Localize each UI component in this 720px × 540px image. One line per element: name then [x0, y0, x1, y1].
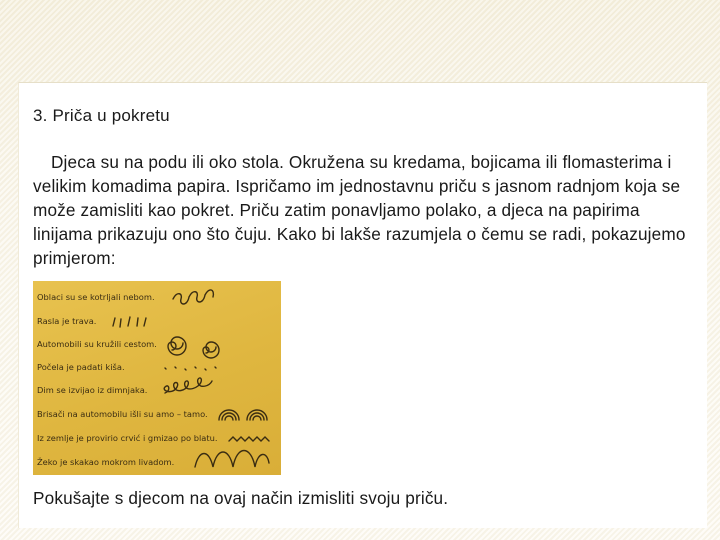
figure-line-wipers: Brisači na automobilu išli su amo – tamo.	[37, 409, 208, 419]
example-drawing-image	[33, 281, 281, 475]
rain-dots-icon	[165, 367, 216, 370]
figure-line-rain: Počela je padati kiša.	[37, 362, 125, 372]
spiral-icon	[168, 337, 186, 355]
spiral-icon	[203, 342, 219, 358]
figure-line-clouds: Oblaci su se kotrljali nebom.	[37, 292, 155, 302]
wiper-arch-icon	[247, 410, 267, 420]
smoke-loops-icon	[164, 378, 212, 393]
grass-ticks-icon	[113, 317, 146, 327]
slide-closing-text: Pokušajte s djecom na ovaj način izmisliti svoju priču.	[33, 488, 449, 508]
slide-paragraph: Djeca su na podu ili oko stola. Okružena su kredama, bojicama ili flomasterima i velikim komadima papira. Ispričamo im jednostavnu priču s jasnom radnjom koja se može zamisliti kao pokret. Priču zatim ponavljamo polako, a djeca na papirima linijama prikazuju ono što čuju. Kako bi lakše razumjela o čemu se radi, pokazujemo primjerom:	[33, 152, 686, 268]
wiper-arch-icon	[219, 410, 239, 420]
figure-line-smoke: Dim se izvijao iz dimnjaka.	[37, 385, 148, 395]
cloud-loops-icon	[173, 290, 213, 304]
figure-line-rabbit: Žeko je skakao mokrom livadom.	[37, 457, 175, 467]
worm-zigzag-icon	[229, 437, 269, 441]
figure-line-cars: Automobili su kružili cestom.	[37, 339, 157, 349]
rabbit-hops-icon	[195, 451, 269, 468]
figure-scribbles	[33, 281, 281, 475]
figure-line-worm: Iz zemlje je provirio crvić i gmizao po blatu.	[37, 433, 218, 443]
slide-title: 3. Priča u pokretu	[33, 106, 170, 125]
figure-line-grass: Rasla je trava.	[37, 316, 97, 326]
